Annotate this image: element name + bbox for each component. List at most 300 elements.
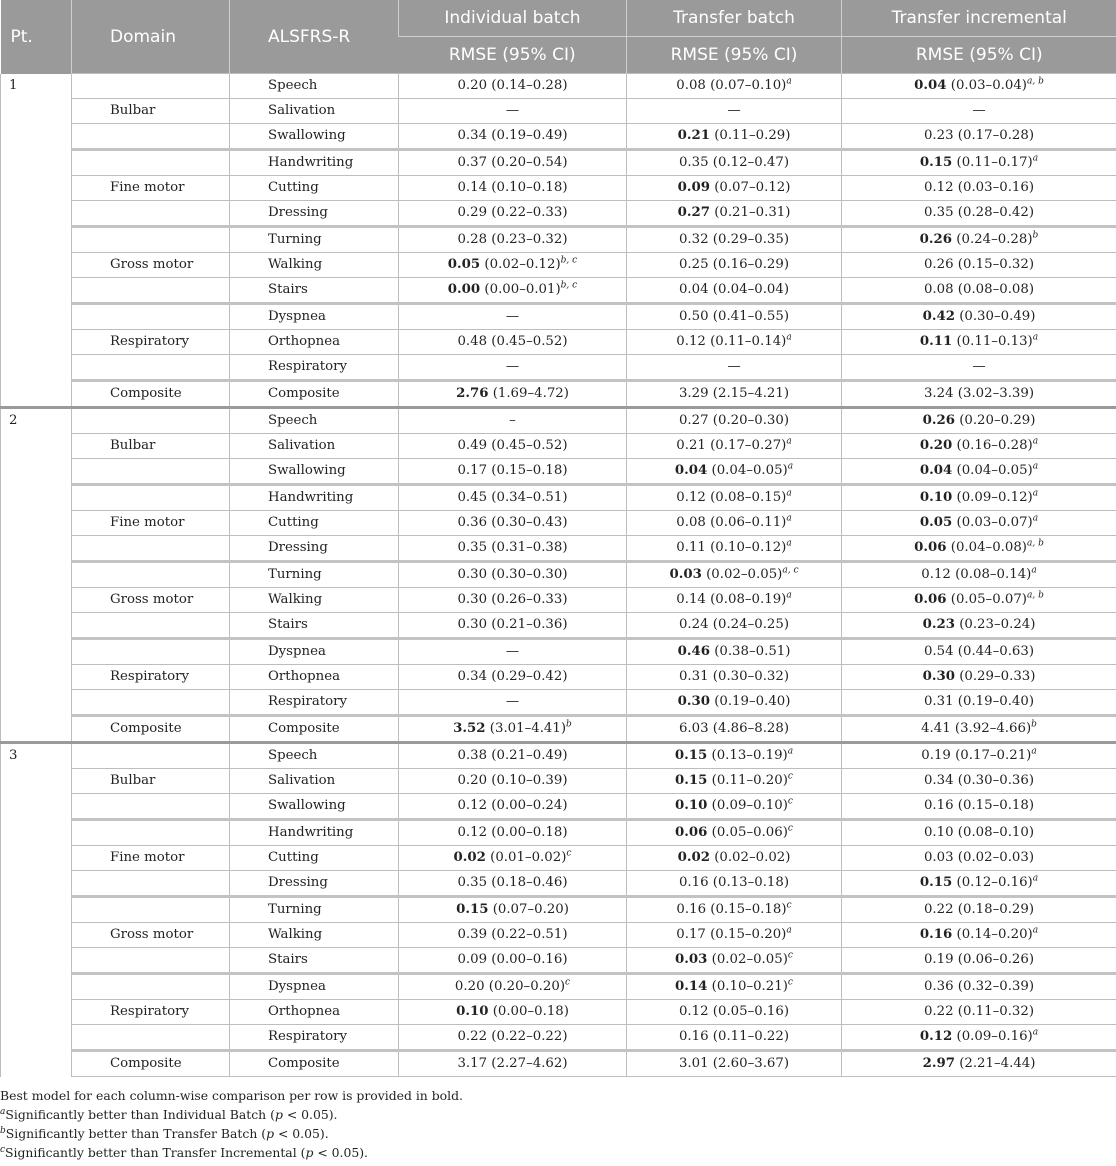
rmse-cell-ti	[842, 665, 1116, 690]
table-row	[1, 74, 1116, 99]
significance-mark: b	[1032, 230, 1039, 241]
rmse-value: 0.06	[914, 540, 947, 555]
rmse-ci: (0.08–0.14)	[955, 567, 1032, 582]
significance-mark: b	[1031, 719, 1037, 730]
domain-cell	[72, 948, 230, 974]
rmse-cell-ti	[842, 355, 1116, 381]
rmse-cell-ib	[399, 690, 627, 716]
rmse-ci: (0.30–0.32)	[712, 669, 790, 684]
rmse-ci: (0.00–0.16)	[491, 952, 568, 967]
rmse-value: 0.30	[457, 567, 488, 582]
rmse-cell-ti	[842, 485, 1116, 511]
rmse-ci: (2.15–4.21)	[712, 386, 790, 401]
alsfrs-item-cell: Composite	[230, 716, 399, 743]
rmse-value: 0.02	[453, 850, 486, 865]
table-row	[1, 794, 1116, 820]
domain-cell	[72, 485, 230, 511]
rmse-cell-tb	[627, 846, 842, 871]
rmse-ci: (0.08–0.10)	[957, 825, 1035, 840]
rmse-cell-ib	[399, 74, 627, 99]
footnote-b: $^b$Significantly better than Transfer Batch (p < 0.05).	[0, 1125, 329, 1141]
table-row	[1, 485, 1116, 511]
rmse-value: 0.03	[923, 850, 954, 865]
rmse-cell-ti	[842, 99, 1116, 124]
significance-mark: a, b	[1027, 538, 1044, 549]
rmse-ci: (0.29–0.35)	[712, 232, 790, 247]
rmse-value: 0.00	[447, 282, 481, 297]
rmse-ci: (0.04–0.05)	[711, 463, 788, 478]
domain-cell	[72, 974, 230, 1000]
domain-cell: Bulbar	[72, 769, 230, 794]
rmse-cell-ib	[399, 716, 627, 743]
alsfrs-item-cell: Turning	[230, 227, 399, 253]
significance-mark: b	[566, 719, 572, 730]
alsfrs-item-cell: Cutting	[230, 176, 399, 201]
rmse-ci: (0.12–0.16)	[956, 875, 1033, 890]
rmse-value: 0.15	[674, 748, 708, 763]
rmse-ci: (0.21–0.36)	[491, 617, 568, 632]
rmse-cell-ti	[842, 769, 1116, 794]
rmse-value: 0.24	[678, 617, 709, 632]
rmse-value: 0.12	[457, 825, 488, 840]
rmse-cell-tb	[627, 923, 842, 948]
rmse-ci: (0.15–0.18)	[710, 902, 787, 917]
alsfrs-item-cell: Respiratory	[230, 690, 399, 716]
rmse-ci: (2.27–4.62)	[491, 1056, 568, 1071]
domain-cell: Composite	[72, 716, 230, 743]
significance-mark: a	[1032, 461, 1039, 472]
rmse-cell-ti	[842, 201, 1116, 227]
rmse-value: —	[972, 359, 986, 374]
table-body	[1, 74, 1116, 1077]
rmse-cell-tb	[627, 897, 842, 923]
rmse-ci: (0.15–0.32)	[957, 257, 1035, 272]
patient-id: 1	[1, 74, 72, 408]
rmse-cell-ti	[842, 1000, 1116, 1025]
rmse-ci: (0.12–0.47)	[712, 155, 790, 170]
rmse-value: —	[972, 103, 986, 118]
rmse-ci: (0.11–0.29)	[714, 128, 791, 143]
rmse-value: 0.12	[919, 1029, 953, 1044]
rmse-cell-tb	[627, 408, 842, 434]
table-row	[1, 1000, 1116, 1025]
rmse-ci: (0.16–0.29)	[712, 257, 790, 272]
alsfrs-item-cell: Speech	[230, 408, 399, 434]
rmse-cell-ib	[399, 948, 627, 974]
rmse-ci: (0.11–0.32)	[957, 1004, 1035, 1019]
rmse-value: 0.08	[676, 78, 706, 93]
rmse-ci: (0.11–0.17)	[956, 155, 1033, 170]
table-row	[1, 304, 1116, 330]
domain-cell: Respiratory	[72, 1000, 230, 1025]
rmse-value: 0.39	[457, 927, 488, 942]
header-pt: Pt.	[1, 0, 72, 74]
rmse-ci: (0.03–0.07)	[956, 515, 1033, 530]
rmse-ci: (0.10–0.39)	[491, 773, 568, 788]
alsfrs-item-cell: Handwriting	[230, 485, 399, 511]
rmse-value: 0.14	[457, 180, 488, 195]
significance-mark: a	[787, 746, 794, 757]
alsfrs-item-cell: Orthopnea	[230, 330, 399, 355]
rmse-value: 0.27	[677, 205, 710, 220]
rmse-cell-ti	[842, 871, 1116, 897]
header-alsfrs: ALSFRS-R	[230, 0, 399, 74]
rmse-ci: (0.24–0.28)	[956, 232, 1033, 247]
rmse-ci: (0.07–0.20)	[492, 902, 569, 917]
significance-mark: c	[787, 977, 793, 988]
significance-mark: a	[1031, 746, 1037, 757]
rmse-cell-tb	[627, 150, 842, 176]
rmse-value: 0.20	[457, 78, 488, 93]
rmse-value: —	[505, 694, 520, 709]
rmse-value: 0.16	[919, 927, 953, 942]
rmse-cell-ti	[842, 716, 1116, 743]
table-row	[1, 948, 1116, 974]
rmse-ci: (0.30–0.36)	[957, 773, 1035, 788]
table-row	[1, 588, 1116, 613]
rmse-ci: (0.30–0.49)	[959, 309, 1036, 324]
table-row	[1, 99, 1116, 124]
rmse-ci: (0.06–0.26)	[957, 952, 1035, 967]
rmse-value: 0.10	[675, 798, 708, 813]
rmse-cell-tb	[627, 1051, 842, 1077]
domain-cell	[72, 794, 230, 820]
significance-mark: a	[1032, 873, 1039, 884]
rmse-ci: (0.09–0.16)	[956, 1029, 1033, 1044]
rmse-cell-ib	[399, 408, 627, 434]
domain-cell	[72, 743, 230, 769]
bold-note: Best model for each column-wise comparison per row is provided in bold.	[0, 1088, 463, 1103]
rmse-ci: (0.16–0.28)	[956, 438, 1033, 453]
domain-cell: Respiratory	[72, 665, 230, 690]
rmse-cell-ib	[399, 278, 627, 304]
significance-mark: a	[786, 925, 792, 936]
domain-cell	[72, 74, 230, 99]
rmse-cell-ib	[399, 743, 627, 769]
rmse-cell-tb	[627, 588, 842, 613]
alsfrs-item-cell: Stairs	[230, 278, 399, 304]
rmse-ci: (0.08–0.15)	[710, 490, 787, 505]
rmse-value: 0.16	[678, 1029, 709, 1044]
rmse-ci: (0.20–0.20)	[488, 979, 566, 994]
significance-mark: a	[1032, 925, 1039, 936]
rmse-cell-tb	[627, 176, 842, 201]
rmse-value: 0.17	[457, 463, 488, 478]
table-row	[1, 124, 1116, 150]
rmse-value: 0.29	[457, 205, 488, 220]
domain-cell: Fine motor	[72, 176, 230, 201]
alsfrs-item-cell: Salivation	[230, 99, 399, 124]
rmse-ci: (0.03–0.16)	[957, 180, 1035, 195]
rmse-cell-ti	[842, 897, 1116, 923]
rmse-value: 0.30	[457, 617, 488, 632]
rmse-value: 0.49	[457, 438, 488, 453]
table-row	[1, 176, 1116, 201]
rmse-ci: (0.14–0.20)	[956, 927, 1033, 942]
rmse-ci: (0.18–0.46)	[491, 875, 568, 890]
significance-mark: c	[787, 771, 793, 782]
rmse-ci: (0.19–0.49)	[491, 128, 568, 143]
rmse-cell-tb	[627, 99, 842, 124]
rmse-ci: (3.02–3.39)	[957, 386, 1035, 401]
significance-mark: a	[787, 461, 794, 472]
domain-cell: Gross motor	[72, 923, 230, 948]
rmse-ci: (0.15–0.20)	[710, 927, 787, 942]
rmse-cell-ti	[842, 923, 1116, 948]
alsfrs-item-cell: Salivation	[230, 434, 399, 459]
rmse-value: 0.05	[919, 515, 953, 530]
rmse-ci: (0.34–0.51)	[491, 490, 568, 505]
rmse-cell-tb	[627, 278, 842, 304]
table-row	[1, 897, 1116, 923]
alsfrs-item-cell: Cutting	[230, 511, 399, 536]
rmse-value: 0.27	[678, 413, 709, 428]
rmse-value: 0.06	[914, 592, 947, 607]
table-row	[1, 690, 1116, 716]
header-transfer-batch: Transfer batch	[627, 0, 842, 37]
rmse-ci: (0.17–0.27)	[710, 438, 787, 453]
rmse-ci: (0.15–0.18)	[491, 463, 568, 478]
rmse-ci: (0.09–0.10)	[711, 798, 788, 813]
rmse-cell-tb	[627, 743, 842, 769]
significance-mark: a	[786, 513, 792, 524]
rmse-value: 0.25	[678, 257, 709, 272]
rmse-ci: (0.17–0.21)	[955, 748, 1032, 763]
alsfrs-item-cell: Handwriting	[230, 150, 399, 176]
alsfrs-item-cell: Dressing	[230, 536, 399, 562]
rmse-ci: (0.00–0.01)	[484, 282, 561, 297]
rmse-cell-tb	[627, 459, 842, 485]
alsfrs-item-cell: Dyspnea	[230, 974, 399, 1000]
rmse-cell-ti	[842, 794, 1116, 820]
significance-mark: a	[786, 76, 792, 87]
rmse-cell-tb	[627, 355, 842, 381]
alsfrs-item-cell: Stairs	[230, 613, 399, 639]
rmse-cell-ib	[399, 227, 627, 253]
rmse-ci: (0.44–0.63)	[957, 644, 1035, 659]
table-row	[1, 923, 1116, 948]
significance-mark: c	[787, 796, 793, 807]
header-rmse-ib: RMSE (95% CI)	[399, 37, 627, 74]
rmse-value: 0.15	[456, 902, 489, 917]
domain-cell	[72, 690, 230, 716]
rmse-cell-ti	[842, 304, 1116, 330]
alsfrs-item-cell: Handwriting	[230, 820, 399, 846]
table-row	[1, 434, 1116, 459]
rmse-value: —	[727, 359, 741, 374]
rmse-cell-ti	[842, 613, 1116, 639]
rmse-cell-ti	[842, 846, 1116, 871]
rmse-value: 0.12	[676, 490, 706, 505]
significance-mark: a	[1032, 332, 1039, 343]
rmse-ci: (0.20–0.54)	[491, 155, 568, 170]
rmse-value: 0.36	[457, 515, 488, 530]
rmse-value: 3.52	[453, 721, 486, 736]
rmse-value: 0.20	[919, 438, 953, 453]
rmse-cell-ib	[399, 355, 627, 381]
table-row	[1, 227, 1116, 253]
rmse-cell-ib	[399, 459, 627, 485]
rmse-cell-ib	[399, 846, 627, 871]
rmse-ci: (0.02–0.05)	[706, 567, 783, 582]
rmse-ci: (0.04–0.05)	[956, 463, 1033, 478]
rmse-cell-ib	[399, 381, 627, 408]
rmse-ci: (0.26–0.33)	[491, 592, 568, 607]
significance-mark: a	[1032, 436, 1039, 447]
rmse-ci: (0.29–0.42)	[491, 669, 568, 684]
rmse-value: 0.23	[922, 617, 955, 632]
rmse-cell-ti	[842, 227, 1116, 253]
significance-mark: a	[786, 590, 792, 601]
rmse-cell-ib	[399, 588, 627, 613]
rmse-value: —	[505, 359, 520, 374]
rmse-ci: (0.01–0.02)	[490, 850, 567, 865]
alsfrs-item-cell: Speech	[230, 74, 399, 99]
domain-cell: Bulbar	[72, 99, 230, 124]
significance-mark: a, c	[782, 565, 799, 576]
alsfrs-item-cell: Dressing	[230, 871, 399, 897]
rmse-value: 0.14	[676, 592, 706, 607]
rmse-value: 0.19	[923, 952, 954, 967]
rmse-ci: (3.01–4.41)	[489, 721, 567, 736]
rmse-cell-tb	[627, 381, 842, 408]
rmse-value: 0.10	[919, 490, 953, 505]
rmse-value: 0.15	[675, 773, 708, 788]
table-row	[1, 355, 1116, 381]
rmse-ci: (0.22–0.22)	[491, 1029, 568, 1044]
domain-cell	[72, 562, 230, 588]
rmse-ci: (2.60–3.67)	[712, 1056, 790, 1071]
alsfrs-item-cell: Composite	[230, 381, 399, 408]
rmse-value: 0.42	[922, 309, 955, 324]
rmse-cell-ib	[399, 871, 627, 897]
rmse-ci: (0.30–0.30)	[491, 567, 568, 582]
patient-id: 3	[1, 743, 72, 1077]
domain-cell	[72, 871, 230, 897]
alsfrs-item-cell: Stairs	[230, 948, 399, 974]
table-row	[1, 1025, 1116, 1051]
rmse-ci: (0.45–0.52)	[491, 438, 568, 453]
significance-mark: a	[786, 332, 792, 343]
rmse-cell-ib	[399, 639, 627, 665]
significance-mark: a	[1032, 1027, 1039, 1038]
rmse-value: 0.30	[677, 694, 710, 709]
domain-cell: Gross motor	[72, 588, 230, 613]
footnote-c: $^c$Significantly better than Transfer Incremental (p < 0.05).	[0, 1144, 368, 1160]
rmse-cell-ib	[399, 511, 627, 536]
rmse-cell-ib	[399, 820, 627, 846]
rmse-value: 0.23	[923, 128, 954, 143]
rmse-cell-tb	[627, 485, 842, 511]
rmse-cell-tb	[627, 871, 842, 897]
alsfrs-item-cell: Walking	[230, 588, 399, 613]
domain-cell	[72, 124, 230, 150]
rmse-cell-tb	[627, 820, 842, 846]
rmse-ci: (0.08–0.08)	[957, 282, 1035, 297]
table-row	[1, 613, 1116, 639]
rmse-value: 0.31	[923, 694, 954, 709]
domain-cell: Composite	[72, 1051, 230, 1077]
rmse-cell-tb	[627, 330, 842, 355]
alsfrs-item-cell: Cutting	[230, 846, 399, 871]
rmse-cell-ib	[399, 150, 627, 176]
rmse-cell-tb	[627, 124, 842, 150]
rmse-cell-ib	[399, 176, 627, 201]
rmse-value: 0.22	[923, 1004, 954, 1019]
significance-mark: b, c	[560, 280, 578, 291]
rmse-value: 0.08	[923, 282, 954, 297]
rmse-value: 0.32	[678, 232, 709, 247]
alsfrs-item-cell: Turning	[230, 562, 399, 588]
rmse-ci: (0.13–0.18)	[712, 875, 790, 890]
rmse-cell-ib	[399, 974, 627, 1000]
rmse-ci: (0.11–0.22)	[712, 1029, 790, 1044]
alsfrs-item-cell: Walking	[230, 253, 399, 278]
rmse-cell-ti	[842, 743, 1116, 769]
rmse-cell-ib	[399, 485, 627, 511]
table-row	[1, 408, 1116, 434]
rmse-value: —	[505, 309, 520, 324]
rmse-ci: (0.31–0.38)	[491, 540, 568, 555]
rmse-ci: (0.41–0.55)	[712, 309, 790, 324]
rmse-value: 0.09	[677, 180, 710, 195]
table-row	[1, 150, 1116, 176]
rmse-value: –	[509, 413, 516, 428]
rmse-cell-tb	[627, 434, 842, 459]
rmse-value: 0.50	[678, 309, 709, 324]
domain-cell	[72, 820, 230, 846]
rmse-ci: (0.19–0.40)	[714, 694, 791, 709]
alsfrs-item-cell: Swallowing	[230, 124, 399, 150]
rmse-ci: (0.02–0.03)	[957, 850, 1035, 865]
rmse-cell-ib	[399, 613, 627, 639]
significance-mark: a	[786, 488, 792, 499]
rmse-cell-tb	[627, 665, 842, 690]
rmse-cell-ib	[399, 201, 627, 227]
rmse-ci: (0.17–0.28)	[957, 128, 1035, 143]
rmse-ci: (0.05–0.16)	[712, 1004, 790, 1019]
table-row	[1, 536, 1116, 562]
rmse-ci: (0.11–0.13)	[956, 334, 1033, 349]
rmse-cell-ib	[399, 434, 627, 459]
domain-cell: Bulbar	[72, 434, 230, 459]
rmse-value: 0.03	[675, 952, 708, 967]
rmse-cell-ti	[842, 536, 1116, 562]
footnote-a: $^a$Significantly better than Individual Batch (p < 0.05).	[0, 1106, 338, 1122]
rmse-ci: (0.04–0.08)	[950, 540, 1027, 555]
rmse-ci: (0.28–0.42)	[957, 205, 1035, 220]
rmse-value: 0.34	[923, 773, 954, 788]
rmse-ci: (0.21–0.31)	[714, 205, 791, 220]
rmse-cell-tb	[627, 716, 842, 743]
rmse-cell-ti	[842, 74, 1116, 99]
table-row	[1, 665, 1116, 690]
rmse-ci: (0.00–0.18)	[492, 1004, 569, 1019]
domain-cell: Fine motor	[72, 511, 230, 536]
rmse-cell-tb	[627, 1000, 842, 1025]
table-row	[1, 201, 1116, 227]
rmse-cell-ib	[399, 330, 627, 355]
significance-mark: a, b	[1027, 590, 1044, 601]
rmse-cell-ti	[842, 381, 1116, 408]
rmse-value: 0.11	[676, 540, 706, 555]
alsfrs-item-cell: Dressing	[230, 201, 399, 227]
rmse-cell-tb	[627, 769, 842, 794]
rmse-value: 0.26	[922, 413, 955, 428]
domain-cell	[72, 613, 230, 639]
rmse-cell-ti	[842, 253, 1116, 278]
rmse-cell-ib	[399, 253, 627, 278]
